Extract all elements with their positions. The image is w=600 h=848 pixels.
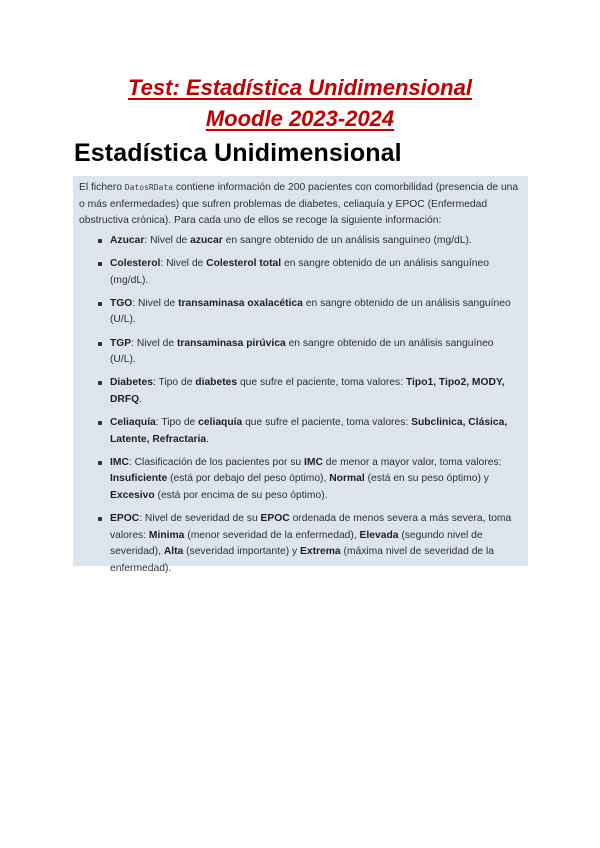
variable-description-text: : Tipo de	[155, 417, 199, 429]
variable-description-text: que sufre el paciente, toma valores:	[237, 377, 406, 389]
variable-name: EPOC	[110, 513, 140, 525]
intro-paragraph	[79, 180, 522, 230]
bullet-icon	[98, 421, 102, 425]
intro-text-end: contiene información de 200 pacientes con comorbilidad (presencia de una o más enfermedades) que sufren problemas de diabetes, celiaquía y EPOC (Enfermedad obstructiva crónica). Para cada uno de ellos se recoge la siguiente información:	[79, 182, 519, 227]
variable-description-text: : Nivel de	[144, 234, 191, 246]
intro-text-start: El fichero	[79, 182, 125, 193]
variable-emphasis-text: Normal	[329, 473, 365, 485]
variable-name: IMC	[110, 456, 129, 468]
variable-description-text: : Nivel de	[160, 257, 207, 269]
title-line-2: Moodle 2023-2024	[205, 106, 395, 131]
variable-emphasis-text: Subclinica, Clásica, Latente, Refractaria	[110, 417, 508, 445]
variable-description-text: : Tipo de	[152, 377, 196, 389]
variable-description-text: en sangre obtenido de un análisis sanguíneo (U/L).	[110, 297, 511, 326]
variable-item	[98, 415, 522, 448]
variable-description-text: : Nivel de	[132, 297, 179, 309]
variable-description-text: (máxima nivel de severidad de la enfermedad).	[110, 546, 495, 575]
data-file-name: DatosRData	[124, 183, 173, 192]
variable-name: Diabetes	[110, 377, 153, 389]
variable-item	[98, 511, 522, 577]
variable-emphasis-text: transaminasa oxalacética	[178, 297, 303, 309]
bullet-icon	[98, 461, 102, 465]
variable-emphasis-text: Alta	[163, 546, 184, 558]
variable-emphasis-text: Extrema	[300, 546, 341, 558]
variable-item	[98, 256, 522, 289]
variable-emphasis-text: Minima	[148, 529, 185, 541]
section-heading: Estadística Unidimensional	[74, 139, 402, 167]
variable-description-text: (severidad importante) y	[183, 546, 301, 558]
bullet-icon	[98, 342, 102, 346]
variable-item	[98, 375, 522, 408]
variable-item	[98, 336, 522, 369]
variable-name: TGO	[110, 297, 133, 309]
variable-emphasis-text: Tipo1, Tipo2, MODY, DRFQ	[110, 377, 505, 405]
variable-item	[98, 233, 522, 250]
variable-item	[98, 455, 522, 505]
variable-description-text: (segundo nivel de severidad),	[110, 529, 483, 558]
variable-description-text: en sangre obtenido de un análisis sanguíneo (U/L).	[110, 337, 494, 366]
variable-description-text: : Nivel de	[131, 337, 177, 349]
variable-name: Celiaquía	[110, 417, 156, 429]
variable-description-text: en sangre obtenido de un análisis sanguíneo (mg/dL).	[222, 234, 472, 246]
variable-description-text: .	[206, 433, 210, 445]
variable-emphasis-text: azucar	[190, 234, 223, 246]
variable-name: TGP	[110, 337, 132, 349]
variable-description-text: (está en su peso óptimo) y	[364, 473, 489, 485]
variable-description-text: (menor severidad de la enfermedad),	[184, 529, 360, 541]
variables-description-panel	[73, 176, 528, 575]
bullet-icon	[98, 239, 102, 243]
variable-item	[98, 296, 522, 329]
variable-description-text: de menor a mayor valor, toma valores:	[322, 456, 502, 468]
document-title	[0, 72, 600, 134]
variable-description-text: : Clasificación de los pacientes por su	[128, 456, 305, 468]
variable-emphasis-text: IMC	[304, 456, 323, 468]
variable-description-text: : Nivel de severidad de su	[139, 513, 261, 525]
bullet-icon	[98, 302, 102, 306]
variable-description-text: .	[139, 393, 143, 405]
variable-description-text: (está por encima de su peso óptimo).	[154, 490, 328, 502]
variable-list	[79, 233, 522, 578]
variable-description-text: que sufre el paciente, toma valores:	[242, 417, 412, 429]
variable-description-text: ordenada de menos severa a más severa, toma valores:	[110, 513, 512, 541]
variable-emphasis-text: Colesterol total	[206, 257, 282, 269]
bullet-icon	[98, 517, 102, 521]
title-line-1: Test: Estadística Unidimensional	[128, 75, 472, 100]
variable-description-text: (está por debajo del peso óptimo),	[167, 473, 330, 485]
variable-description-text: en sangre obtenido de un análisis sanguíneo (mg/dL).	[110, 257, 489, 286]
variable-emphasis-text: EPOC	[260, 513, 290, 525]
variable-emphasis-text: Insuficiente	[110, 473, 168, 485]
bullet-icon	[98, 381, 102, 385]
bullet-icon	[98, 262, 102, 266]
variable-emphasis-text: Elevada	[359, 529, 399, 541]
variable-emphasis-text: Excesivo	[110, 490, 155, 502]
variable-name: Azucar	[110, 234, 145, 246]
variable-emphasis-text: celiaquía	[198, 417, 243, 429]
variable-emphasis-text: diabetes	[195, 377, 238, 389]
variable-emphasis-text: transaminasa pirúvica	[176, 337, 286, 349]
variable-name: Colesterol	[110, 257, 161, 269]
